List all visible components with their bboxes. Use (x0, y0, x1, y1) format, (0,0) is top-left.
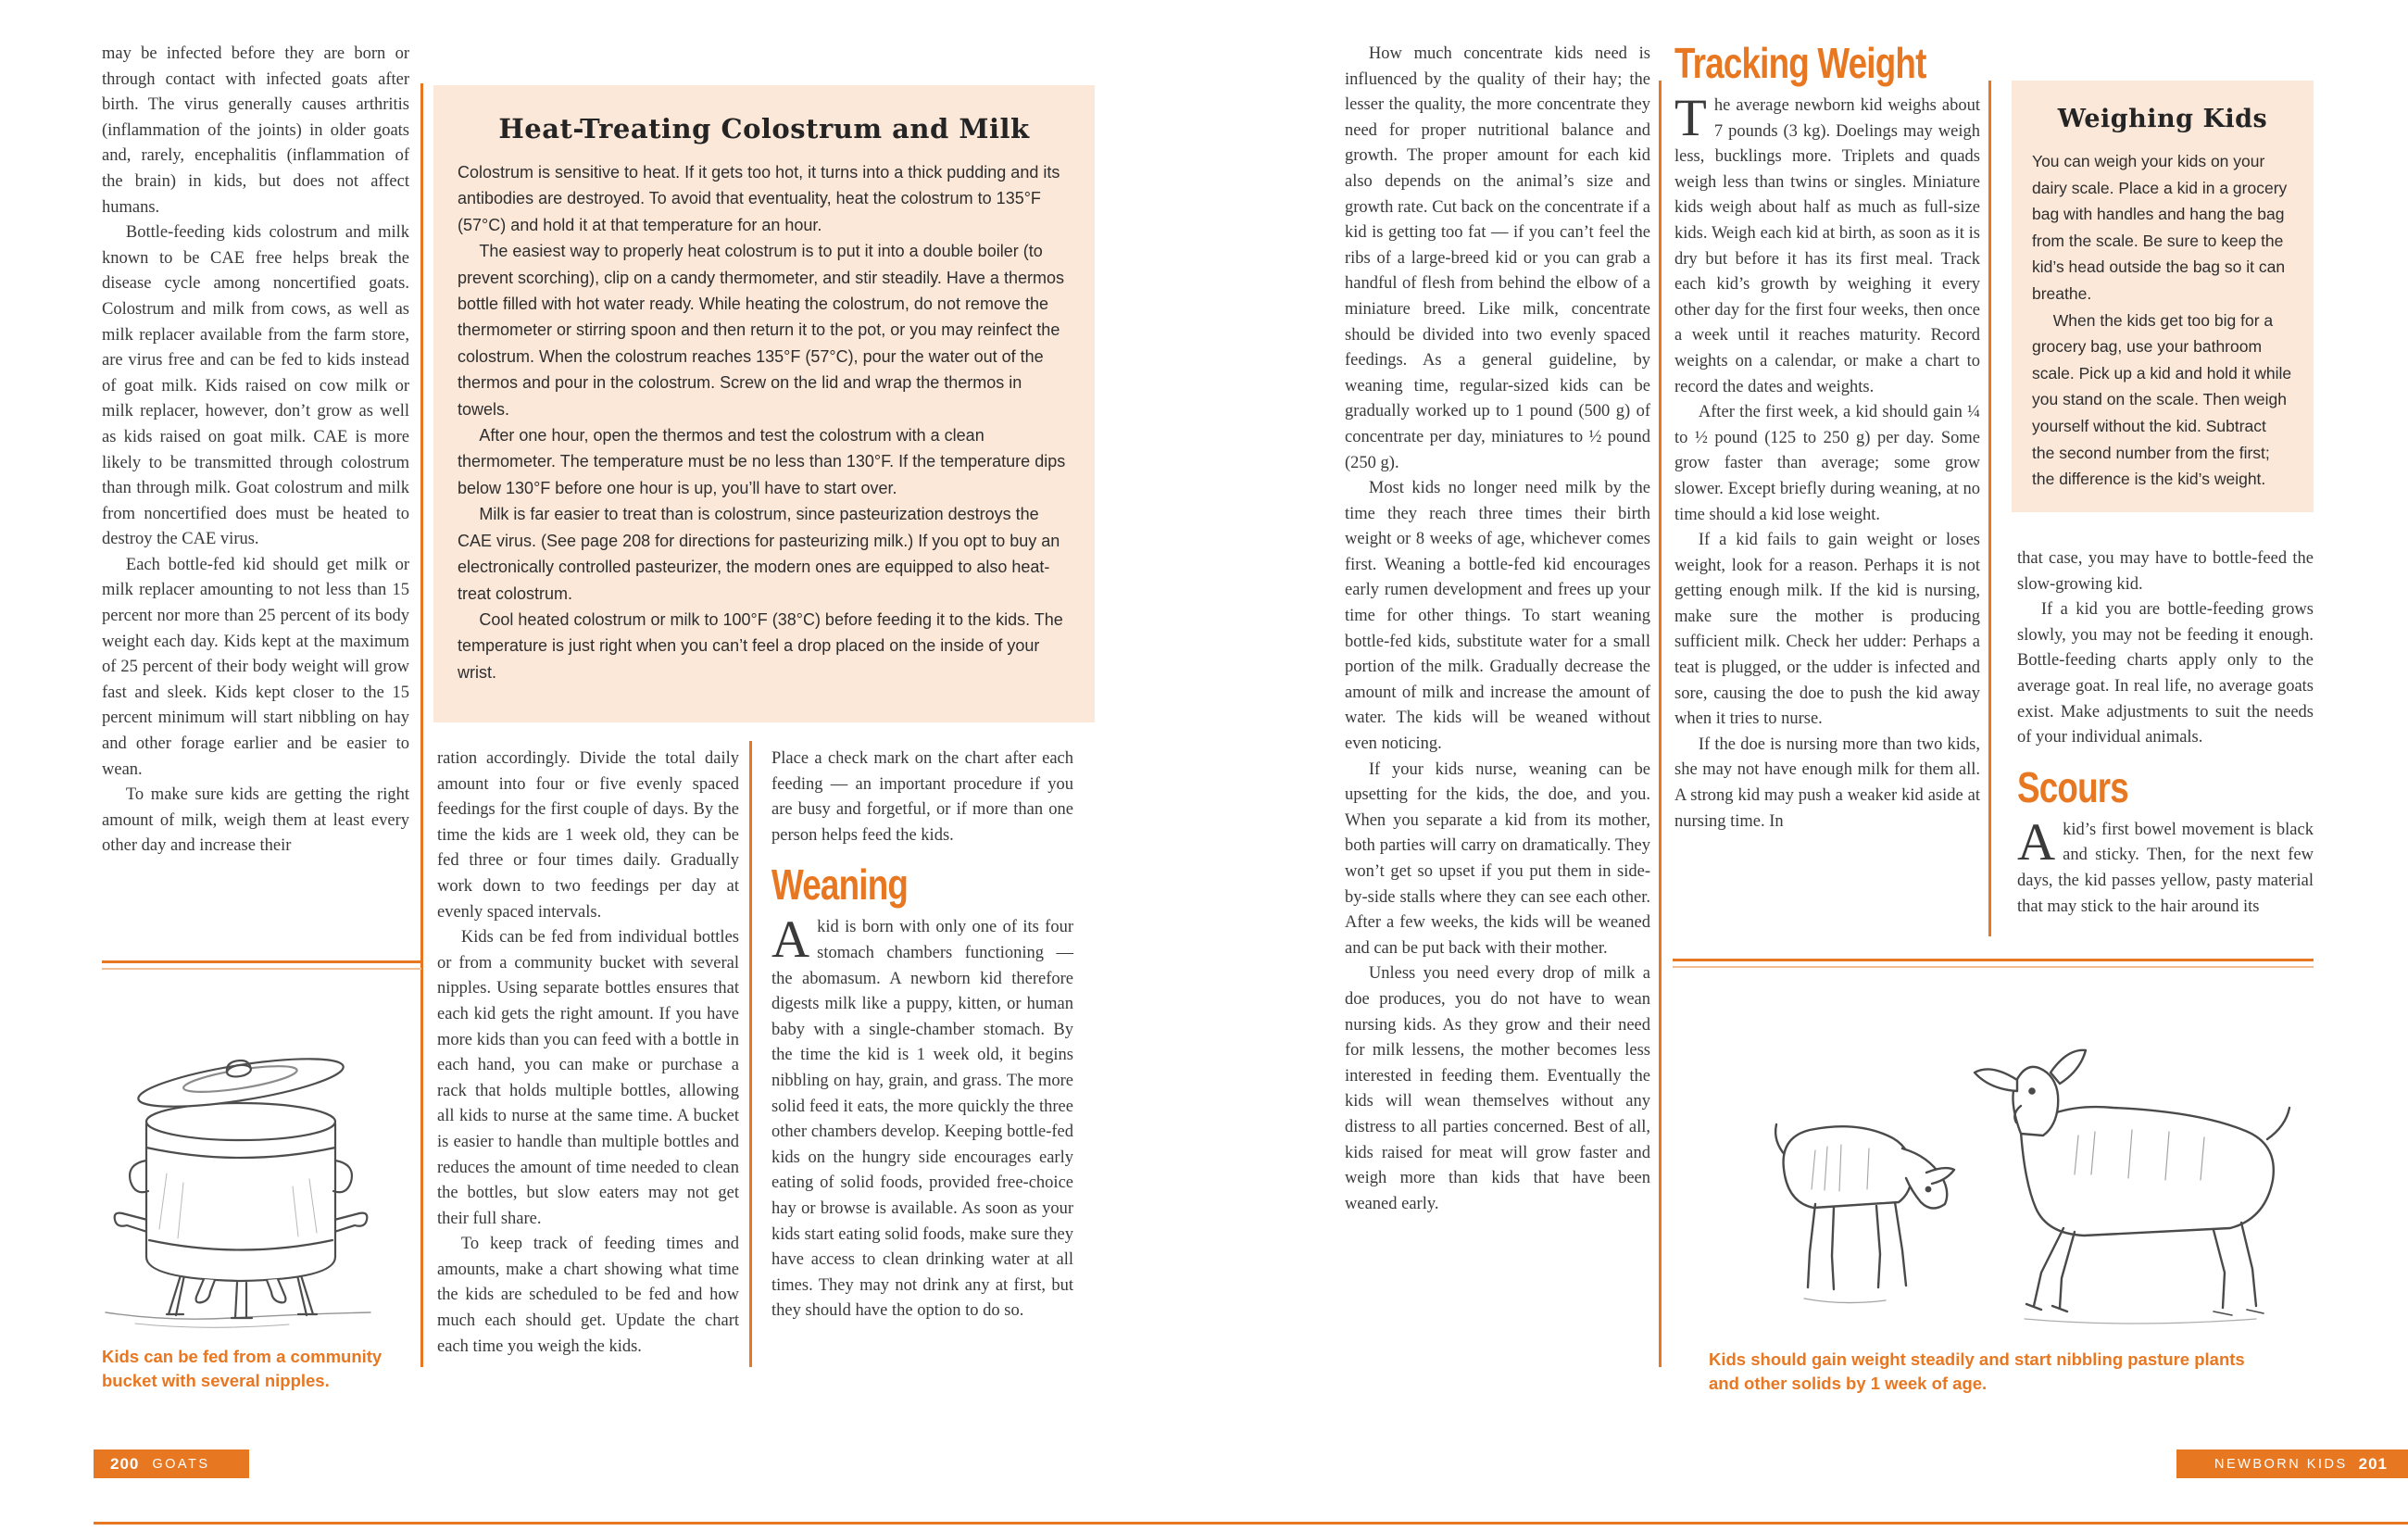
body-paragraph: If a kid fails to gain weight or loses weight, look for a reason. Perhaps it is not getting enough milk. If the kid is nursing, make sure the mother is producing sufficient milk. Check her udder: Perhaps a teat is plugged, or the udder is infected and sore, causing the doe to push the kid away when it tries to nurse. (1674, 531, 1980, 729)
page-number: 200 (110, 1454, 140, 1473)
left-caption: Kids can be fed from a community bucket with several nipples. (102, 1347, 383, 1390)
column-rule (749, 741, 752, 1367)
sidebar-paragraph: Cool heated colostrum or milk to 100°F (38°C) before feeding it to the kids. The temperature is just right when you can’t feel a drop placed on the inside of your wrist. (458, 609, 1063, 682)
double-rule (1673, 959, 2314, 968)
goat-kids-illustration (1695, 993, 2343, 1343)
body-paragraph: Akid’s first bowel movement is black and sticky. Then, for the next few days, the kid passes yellow, pasty material that may stick to the hair around its (2017, 812, 2314, 916)
body-paragraph: After the first week, a kid should gain ¼ to ½ pound (125 to 250 g) per day. Some grow faster than average; some grow slower. Except briefly during weaning, at no time should a kid lose weight. (1674, 403, 1980, 524)
left-column-1 (102, 42, 409, 860)
section-name: GOATS (152, 1456, 210, 1472)
drop-cap: T (1674, 89, 1707, 147)
body-paragraph: The average newborn kid weighs about 7 pounds (3 kg). Doelings may weigh less, bucklings more. Triplets and quads weigh less than twins or singles. Miniature kids weigh about half as much as full-size kids. Weigh each kid at birth, as soon as it is dry but before it has its first meal. Track each kid’s growth by weighing it every other day for the first four weeks, then once a week until it reaches maturity. Record weights on a calendar, or make a chart to record the dates and weights. (1674, 89, 1980, 396)
body-paragraph: To keep track of feeding times and amounts, make a chart showing what time the kids are scheduled to be fed and how much each should get. Update the chart each time you weigh the kids. (437, 1235, 739, 1356)
double-rule (102, 960, 421, 970)
body-paragraph: Akid is born with only one of its four stomach chambers functioning — the abomasum. A newborn kid therefore digests milk like a puppy, kitten, or human baby with a single-chamber stomach. By the time the kid is 1 week old, it begins nibbling on hay, grain, and grass. The more solid feed it eats, the more quickly the three other chambers develop. Keeping bottle-fed kids on the hungry side encourages early eating of solid foods, provided free-choice hay or browse is available. As soon as your kids start eating solid foods, make sure they have access to clean drinking water at all times. They may not drink any at first, but they should have the option to do so. (771, 910, 1073, 1321)
body-paragraph: ration accordingly. Divide the total daily amount into four or five evenly spaced feedings for the first couple of days. By the time the kids are 1 week old, they can be fed three or four times daily. Gradually work down to two feedings per day at evenly spaced intervals. (437, 749, 739, 922)
page-number: 201 (2358, 1454, 2388, 1473)
column-rule (1988, 81, 1991, 936)
drop-cap: A (2017, 812, 2056, 872)
community-bucket-illustration (93, 1005, 389, 1329)
sidebar-paragraph: When the kids get too big for a grocery bag, use your bathroom scale. Pick up a kid and hold it while you stand on the scale. Then weigh yourself without the kid. Subtract the second number from the first; the difference is the kid’s weight. (2032, 310, 2292, 489)
body-paragraph: Most kids no longer need milk by the time they reach three times their birth weight or 8 weeks of age, whichever comes first. Weaning a bottle-fed kid encourages early rumen development and frees up your time for other things. To start weaning bottle-fed kids, substitute water for a small portion of the milk. Gradually decrease the amount of milk and increase the amount of water. The kids will be weaned without even noticing. (1345, 479, 1650, 754)
sidebar-paragraph: You can weigh your kids on your dairy scale. Place a kid in a grocery bag with handles and hang the bag from the scale. Be sure to keep the kid’s head outside the bag so it can breathe. (2032, 152, 2288, 303)
right-column-3 (2017, 546, 2314, 920)
left-page-footer (94, 1449, 249, 1478)
right-column-2 (1674, 39, 1980, 835)
sidebar-title: Heat-Treating Colostrum and Milk (498, 113, 1030, 144)
sidebar-paragraph: Milk is far easier to treat than is colostrum, since pasteurization destroys the CAE virus. (See page 208 for directions for pasteurizing milk.) If you opt to buy an electronically controlled pasteurizer, the modern ones are equipped to also heat-treat colostrum. (458, 505, 1060, 603)
body-paragraph: If a kid you are bottle-feeding grows slowly, you may not be feeding it enough. Bottle-feeding charts apply only to the average goat. In real life, no average goats exist. Make adjustments to suit the needs of your individual animals. (2017, 600, 2314, 747)
left-column-2 (437, 747, 739, 1360)
body-paragraph: Bottle-feeding kids colostrum and milk known to be CAE free helps break the disease cycle among noncertified goats. Colostrum and milk from cows, as well as milk replacer available from the farm store, are virus free and can be fed to kids instead of goat milk. Kids raised on cow milk or milk replacer, however, don’t grow as well as kids raised on goat milk. CAE is more likely to be transmitted through colostrum than through milk. Goat colostrum and milk from noncertified does must be heated to destroy the CAE virus. (102, 223, 409, 549)
sidebar-paragraph: After one hour, open the thermos and test the colostrum with a clean thermometer. The temperature must be no less than 130°F. If the temperature dips below 130°F before one hour is up, you’ll have to start over. (458, 426, 1066, 497)
sidebar-paragraph: The easiest way to properly heat colostrum is to put it into a double boiler (to prevent scorching), clip on a candy thermometer, and stir steadily. Have a thermos bottle filled with hot water ready. While heating the colostrum, do not remove the thermometer or stirring spoon and then return it to the pot, or you may reinfect the colostrum. When the colostrum reaches 135°F (57°C), pour the water out of the thermos and pour in the colostrum. Screw on the lid and wrap the thermos in towels. (458, 242, 1064, 419)
column-rule (420, 83, 423, 1367)
body-paragraph: Each bottle-fed kid should get milk or milk replacer amounting to not less than 15 percent nor more than 25 percent of its body weight each day. Kids kept at the maximum of 25 percent of their body weight will grow fast and sleek. Kids kept closer to the 15 percent minimum will start nibbling on hay and other forage earlier and be easier to wean. (102, 555, 409, 779)
body-paragraph: may be infected before they are born or through contact with infected goats after birth. The virus generally causes arthritis (inflammation of the joints) in older goats and, rarely, encephalitis (inflammation of the brain) in kids, but does not affect humans. (102, 44, 409, 217)
body-paragraph: Place a check mark on the chart after each feeding — an important procedure if you are busy and forgetful, or if more than one person helps feed the kids. (771, 749, 1073, 845)
weaning-heading: Weaning (771, 860, 909, 910)
body-paragraph: If the doe is nursing more than two kids, she may not have enough milk for them all. A strong kid may push a weaker kid aside at nursing time. In (1674, 734, 1980, 831)
body-paragraph: If your kids nurse, weaning can be upsetting for the kids, the doe, and you. When you separate a kid from its mother, both parties will carry on dramatically. They won’t get so upset if you put them in side-by-side stalls where they can see each other. After a few weeks, the kids will be weaned and can be put back with their mother. (1345, 759, 1650, 958)
heat-treating-sidebar (433, 85, 1095, 722)
body-paragraph: Unless you need every drop of milk a doe produces, you do not have to wean nursing kids. As they grow and their need for milk lessens, the mother becomes less interested in feeding them. Eventually the kids will wean themselves without any distress to all parties concerned. Best of all, kids raised for meat will grow faster and weigh more than kids that have been weaned early. (1345, 964, 1650, 1213)
scours-heading: Scours (2017, 762, 2128, 811)
sidebar-paragraph: Colostrum is sensitive to heat. If it gets too hot, it turns into a thick pudding and its antibodies are destroyed. To avoid that eventuality, heat the colostrum to 135°F (57°C) and hold it at that temperature for an hour. (458, 163, 1060, 234)
left-column-3 (771, 747, 1073, 1324)
body-paragraph: How much concentrate kids need is influenced by the quality of their hay; the lesser the quality, the more concentrate they need for proper nutritional balance and growth. The proper amount for each kid also depends on the animal’s size and growth rate. Cut back on the concentrate if a kid is getting too fat — if you can’t feel the ribs of a large-breed kid or you can grab a handful of flesh from behind the elbow of a miniature breed. Like milk, concentrate should be divided into two evenly spaced feedings. As a general guideline, by weaning time, regular-sized kids can be gradually worked up to 1 pound (500 g) of concentrate per day, miniatures to ½ pound (250 g). (1345, 44, 1650, 472)
section-name: NEWBORN KIDS (2214, 1456, 2348, 1472)
right-page-footer (2176, 1449, 2408, 1478)
column-rule (1659, 81, 1662, 1367)
right-caption: Kids should gain weight steadily and start nibbling pasture plants and other solids by 1 week of age. (1709, 1349, 2245, 1393)
tracking-weight-heading: Tracking Weight (1674, 39, 1926, 87)
sidebar-title: Weighing Kids (2057, 105, 2268, 133)
drop-cap: A (771, 910, 810, 970)
body-paragraph: Kids can be fed from individual bottles or from a community bucket with several nipples. Using separate bottles ensures that each kid gets the right amount. If you have more kids than you can feed with a bottle in each hand, you can make or purchase a rack that holds multiple bottles, allowing all kids to nurse at the same time. A bucket is easier to handle than multiple bottles and reduces the amount of time needed to clean the bottles, but slow eaters may not get their full share. (437, 928, 739, 1228)
bottom-rule (94, 1522, 2408, 1525)
weighing-kids-sidebar (2012, 81, 2314, 512)
right-column-1 (1345, 42, 1650, 1217)
body-paragraph: that case, you may have to bottle-feed the slow-growing kid. (2017, 549, 2314, 594)
body-paragraph: To make sure kids are getting the right amount of milk, weigh them at least every other day and increase their (102, 785, 409, 856)
